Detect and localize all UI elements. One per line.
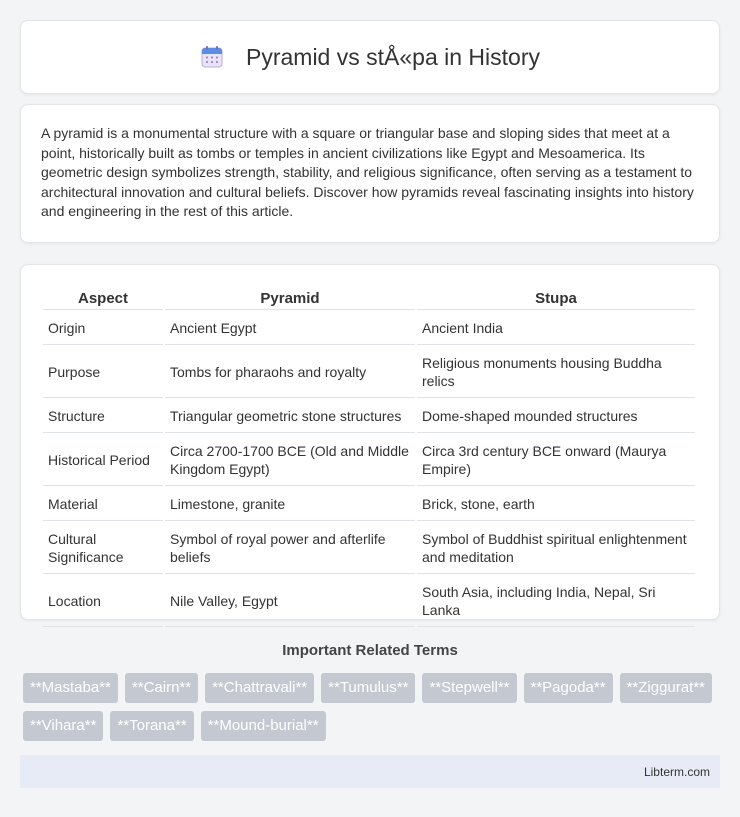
tag-mound-burial[interactable]: **Mound-burial** xyxy=(201,711,326,741)
tag-tumulus[interactable]: **Tumulus** xyxy=(321,673,415,703)
cell-stupa: South Asia, including India, Nepal, Sri Lanka xyxy=(417,576,695,627)
header-stupa: Stupa xyxy=(417,285,695,310)
tag-mastaba[interactable]: **Mastaba** xyxy=(23,673,118,703)
footer-link[interactable]: Libterm.com xyxy=(643,764,710,779)
tag-cairn[interactable]: **Cairn** xyxy=(125,673,198,703)
tag-torana[interactable]: **Torana** xyxy=(110,711,193,741)
tag-ziggurat[interactable]: **Ziggurat** xyxy=(620,673,712,703)
cell-aspect: Location xyxy=(43,576,163,627)
cell-aspect: Cultural Significance xyxy=(43,523,163,574)
cell-aspect: Historical Period xyxy=(43,435,163,486)
cell-pyramid: Limestone, granite xyxy=(165,488,415,521)
cell-stupa: Religious monuments housing Buddha relics xyxy=(417,347,695,398)
table-row xyxy=(43,523,695,574)
cell-stupa: Dome-shaped mounded structures xyxy=(417,400,695,433)
cell-pyramid: Triangular geometric stone structures xyxy=(165,400,415,433)
tag-pagoda[interactable]: **Pagoda** xyxy=(524,673,613,703)
table-row xyxy=(43,400,695,433)
table-row xyxy=(43,312,695,345)
table-row xyxy=(43,576,695,627)
intro-text: A pyramid is a monumental structure with a square or triangular base and sloping sides that meet at a point, historically built as tombs or temples in ancient civilizations like Egypt and Mesoamerica. Its geometric design symbolizes strength, stability, and religious significance, often serving as a testament to architectural innovation and cultural beliefs. Discover how pyramids reveal fascinating insights into history and engineering in the rest of this article. xyxy=(41,125,694,220)
cell-stupa: Circa 3rd century BCE onward (Maurya Empire) xyxy=(417,435,695,486)
tag-vihara[interactable]: **Vihara** xyxy=(23,711,103,741)
header-pyramid: Pyramid xyxy=(165,285,415,310)
intro-card xyxy=(20,104,720,243)
cell-stupa: Symbol of Buddhist spiritual enlightenment and meditation xyxy=(417,523,695,574)
cell-aspect: Purpose xyxy=(43,347,163,398)
header-aspect: Aspect xyxy=(43,285,163,310)
comparison-table-card xyxy=(20,264,720,620)
title-card xyxy=(20,20,720,94)
table-row xyxy=(43,488,695,521)
cell-pyramid: Symbol of royal power and afterlife beliefs xyxy=(165,523,415,574)
tag-chattravali[interactable]: **Chattravali** xyxy=(205,673,314,703)
comparison-table xyxy=(41,283,697,629)
page-title: Pyramid vs stÅ«pa in History xyxy=(246,43,540,70)
cell-stupa: Brick, stone, earth xyxy=(417,488,695,521)
cell-pyramid: Ancient Egypt xyxy=(165,312,415,345)
table-header-row xyxy=(43,285,695,310)
cell-aspect: Structure xyxy=(43,400,163,433)
related-terms-list xyxy=(23,673,723,749)
cell-pyramid: Circa 2700-1700 BCE (Old and Middle Kingdom Egypt) xyxy=(165,435,415,486)
cell-aspect: Material xyxy=(43,488,163,521)
table-row xyxy=(43,347,695,398)
cell-stupa: Ancient India xyxy=(417,312,695,345)
cell-aspect: Origin xyxy=(43,312,163,345)
table-row xyxy=(43,435,695,486)
cell-pyramid: Nile Valley, Egypt xyxy=(165,576,415,627)
tag-stepwell[interactable]: **Stepwell** xyxy=(422,673,516,703)
calendar-icon xyxy=(200,45,224,69)
related-terms-title: Important Related Terms xyxy=(282,642,458,659)
cell-pyramid: Tombs for pharaohs and royalty xyxy=(165,347,415,398)
footer xyxy=(20,755,720,788)
